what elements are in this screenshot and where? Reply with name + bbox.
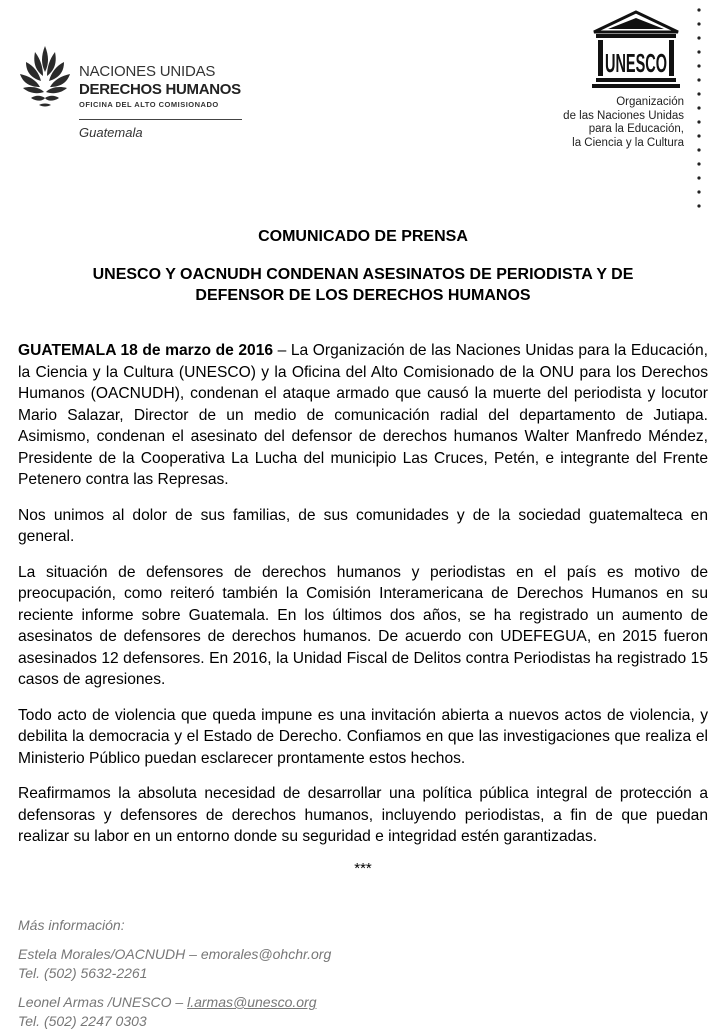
unesco-wordmark: UNESCO <box>605 48 667 78</box>
contact-1-tel: Tel. (502) 5632-2261 <box>18 965 148 981</box>
paragraph-4: Todo acto de violencia que queda impune es una invitación abierta a nuevos actos de violencia, y debilita la democracia y el Estado de Derecho. Confiamos en que las investigaciones que realiza el Ministerio Público puedan esclarecer prontamente estos hechos. <box>18 706 708 767</box>
contact-info <box>18 916 331 1031</box>
ohchr-name-line1: NACIONES UNIDAS <box>79 63 216 80</box>
separator: *** <box>354 860 372 877</box>
unesco-dotted-line <box>697 8 701 208</box>
paragraph-1: GUATEMALA 18 de marzo de 2016 – La Organización de las Naciones Unidas para la Educación, la Ciencia y la Cultura (UNESCO) y la Oficina del Alto Comisionado de la ONU para los Derechos Humanos (OACNUDH), condenan el ataque armado que causó la muerte del periodista y locutor Mario Salazar, Director de un medio de comunicación radial del departamento de Jutiapa. Asimismo, condenan el asesinato del defensor de derechos humanos Walter Manfredo Méndez, Presidente de la Cooperativa La Lucha del municipio Las Cruces, Petén, e integrante del Frente Petenero contra las Represas. <box>18 342 708 488</box>
contact-2-tel: Tel. (502) 2247 0303 <box>18 1013 147 1029</box>
ohchr-emblem-icon <box>17 42 73 108</box>
press-release-body <box>18 340 708 862</box>
contact-1-name: Estela Morales/OACNUDH – emorales@ohchr.org <box>18 946 332 962</box>
paragraph-2: Nos unimos al dolor de sus familias, de sus comunidades y de la sociedad guatemalteca en general. <box>18 506 708 545</box>
contact-2-line <box>18 993 331 1012</box>
contact-2-email-link[interactable]: l.armas@unesco.org <box>187 994 317 1010</box>
ohchr-logo <box>17 40 247 145</box>
ohchr-country: Guatemala <box>79 125 143 140</box>
unesco-temple-logo <box>590 10 682 90</box>
paragraph-3: La situación de defensores de derechos humanos y periodistas en el país es motivo de preocupación, como reiteró también la Comisión Interamericana de Derechos Humanos en su reciente informe sobre Guatemala. En los últimos dos años, se ha registrado un aumento de asesinatos de defensores de derechos humanos. De acuerdo con UDEFEGUA, en 2015 fueron asesinados 12 defensores. En 2016, la Unidad Fiscal de Delitos contra Periodistas ha registrado 15 casos de agresiones. <box>18 563 708 688</box>
document-type: COMUNICADO DE PRENSA <box>258 228 468 245</box>
paragraph-5: Reafirmamos la absoluta necesidad de desarrollar una política pública integral de protección a defensoras y defensores de derechos humanos, incluyendo periodistas, a fin de que puedan realizar su labor en un entorno donde su seguridad e integridad estén garantizadas. <box>18 785 708 845</box>
ohchr-divider <box>79 119 242 120</box>
unesco-org-name: Organización de las Naciones Unidas para la Educación, la Ciencia y la Cultura <box>563 96 684 149</box>
headline: UNESCO Y OACNUDH CONDENAN ASESINATOS DE PERIODISTA Y DE DEFENSOR DE LOS DERECHOS HUMANOS <box>92 266 634 304</box>
dateline: GUATEMALA 18 de marzo de 2016 <box>18 342 274 359</box>
contact-heading: Más información: <box>18 917 125 933</box>
ohchr-name-line3: OFICINA DEL ALTO COMISIONADO <box>79 100 219 109</box>
contact-2-name: Leonel Armas /UNESCO – <box>18 994 188 1010</box>
ohchr-name-line2: DERECHOS HUMANOS <box>79 81 241 98</box>
